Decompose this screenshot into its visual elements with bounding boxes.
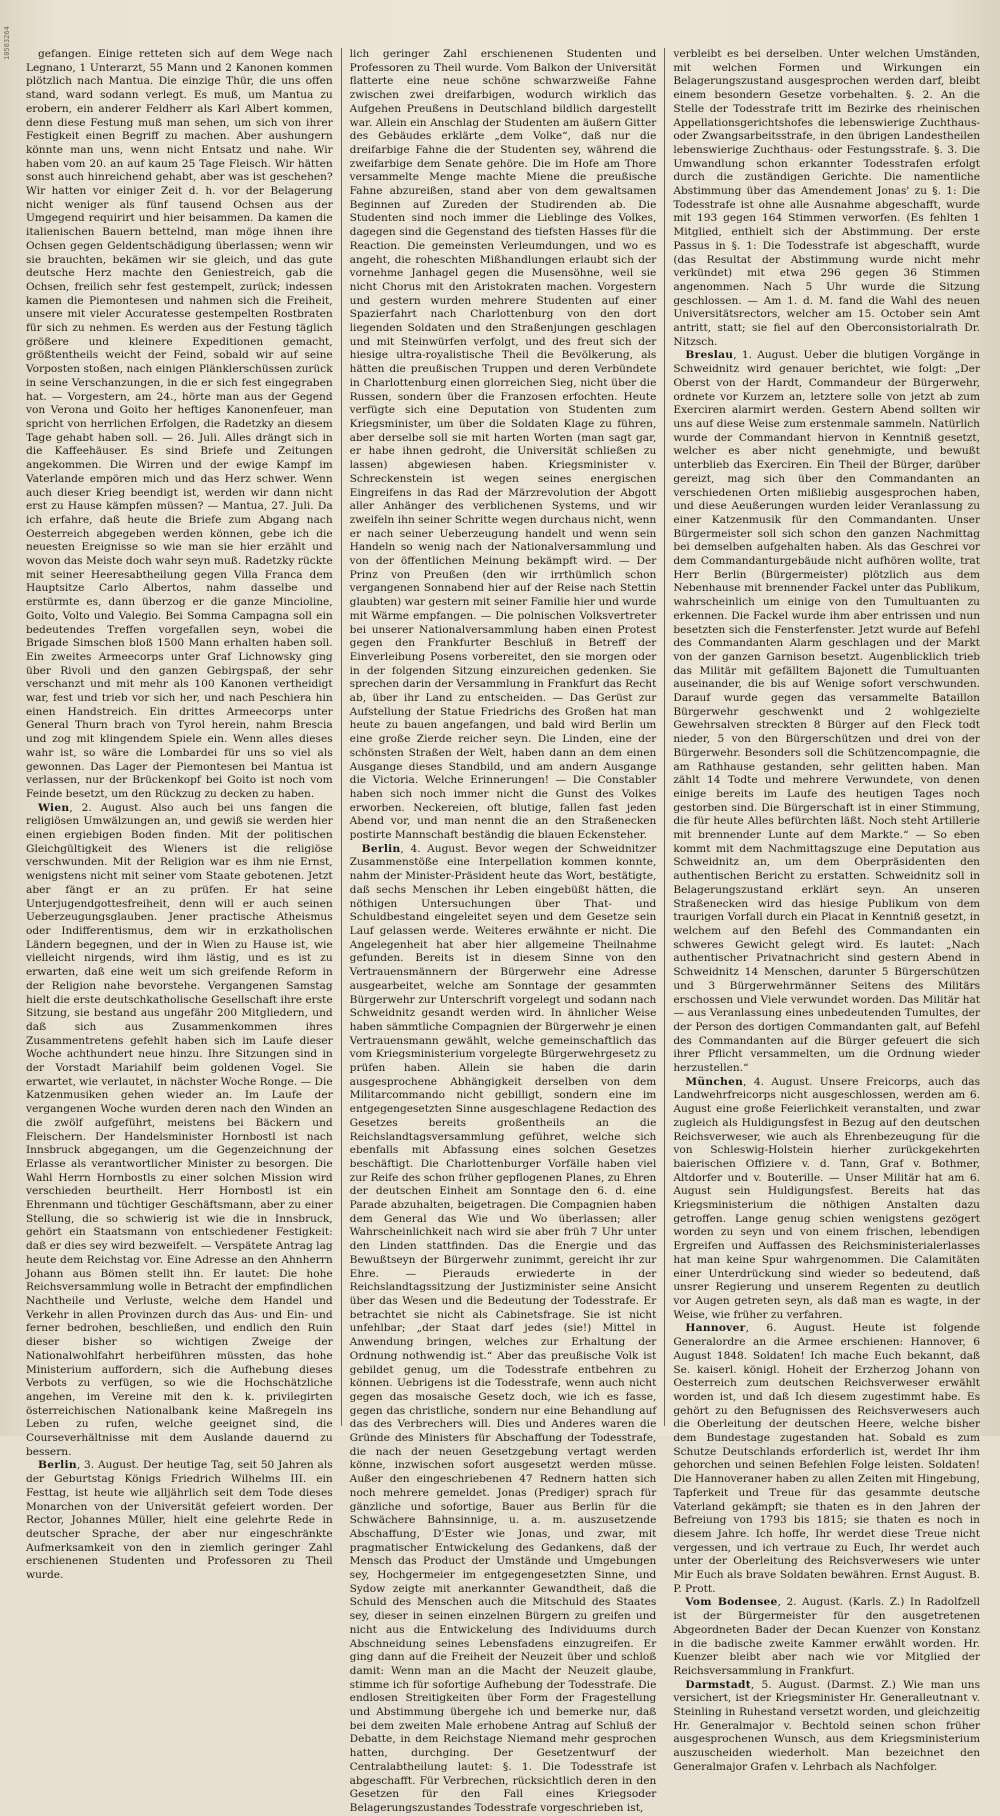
article-paragraph: München, 4. August. Unsere Freicorps, auch das Landwehrfreicorps nicht ausgeschlossen, werden am 6. August eine große Feierlichkeit veranstalten, und zwar zugleich als Huldigungsfest in Bezug auf den deutschen Reichsverweser, wie auch als Ehrenbezeugung für die von Schleswig-Holstein hierher zurückgekehrten baierischen Offiziere v. d. Tann, Graf v. Bothmer, Altdorfer und v. Bouterille. — Unser Militär hat am 6. August sein Huldigungsfest. Bereits hat das Kriegsministerium die nöthigen Anstalten dazu getroffen. Lange genug schien wenigstens gezögert worden zu seyn und von einem frischen, lebendigen Ergreifen und Auffassen des Reichsministerialerlasses hat man keine Spur wahrgenommen. Die Calamitäten einer Unterdrückung sind wieder so bedeutend, daß unsrer Regierung und unserem Regenten zu deutlich vor Augen getreten seyn, als daß man es wagte, in der Weise, wie früher zu verfahren. [673, 1075, 981, 1321]
paragraph-text: 2. August. (Karls. Z.) In Radolfzell ist der Bürgermeister für den ausgetretenen Abgeordneten Bader der Decan Kuenzer von Konstanz in die badische zweite Kammer erwählt worden. Hr. Kuenzer bleibt aber nach wie vor Mitglied der Reichsversammlung in Frankfurt. [673, 1596, 981, 1677]
dateline: Wien [38, 801, 70, 814]
dateline: Hannover [685, 1322, 746, 1335]
article-paragraph: Berlin, 3. August. Der heutige Tag, seit 50 Jahren als der Geburtstag Königs Friedrich Wilhelms III. ein Festtag, ist heute wie alljährlich seit dem Tode dieses Monarchen von der Universität gefeiert worden. Der Rector, Johannes Müller, hielt eine gelehrte Rede in deutscher Sprache, der aber nur eingeschränkte Aufmerksamkeit von den in ziemlich geringer Zahl erschienenen Studenten und Professoren zu Theil wurde. [26, 1459, 333, 1582]
article-paragraph [26, 48, 333, 802]
article-paragraph: Darmstadt, 5. August. (Darmst. Z.) Wie man uns versichert, ist der Kriegsminister Hr. Generalleutnant v. Steinling in Ruhestand versetzt worden, und gleichzeitig Hr. Generalmajor v. Bechtold seinen schon früher ausgesprochenen Wunsch, aus dem Kriegsministerium auszuscheiden wiederholt. Man bezeichnet den Generalmajor Grafen v. Lehrbach als Nachfolger. [673, 1678, 981, 1773]
text-columns [18, 48, 988, 1814]
paragraph-text: 5. August. (Darmst. Z.) Wie man uns versichert, ist der Kriegsminister Hr. Generalleutnant v. Steinling in Ruhestand versetzt worden, und gleichzeitig Hr. Generalmajor v. Bechtold seinen schon früher ausgesprochenen Wunsch, aus dem Kriegsministerium auszuscheiden wiederholt. Man bezeichnet den Generalmajor Grafen v. Lehrbach als Nachfolger. [673, 1678, 981, 1773]
paragraph-text: 1. August. Ueber die blutigen Vorgänge in Schweidnitz wird genauer berichtet, wie folgt: „Der Oberst von der Hardt, Commandeur der Bürgerwehr, ordnete vor Kurzem an, letztere solle von jetzt ab zum Exerciren alarmirt werden. Gestern Abend sollten wir uns auf diese Weise zum erstenmale sammeln. Natürlich wurde der Commandant hiervon in Kenntniß gesetzt, welcher es aber nicht genehmigte, und bewußt unterblieb das Exerciren. Ein Theil der Bürger, darüber gereizt, mag sich über den Commandanten an verschiedenen Orten mißliebig ausgesprochen haben, und diese Aeußerungen wurden leider Veranlassung zu einer Katzenmusik für den Commandanten. Unser Bürgermeister soll sich schon den ganzen Nachmittag bei demselben aufgehalten haben. Als das Geschrei vor dem Commandanturgebäude nicht aufhören wollte, trat Herr Berlin (Bürgermeister) plötzlich aus dem Nebenhause mit brennender Fackel unter das Publikum, wahrscheinlich um einige von den Tumultuanten zu erkennen. Die Fackel wurde ihm aber entrissen und nun besetzten sich die Fensterfenster. Jetzt wurde auf Befehl des Commandanten Alarm geschlagen und der Markt von der ganzen Garnison besetzt. Augenblicklich trieb das Militär mit gefälltem Bajonett die Tumultuanten auseinander, die bis auf Wenige sofort verschwunden. Darauf wurde gegen das versammelte Bataillon Bürgerwehr geschwenkt und 2 wohlgezielte Gewehrsalven streckten 8 Bürger auf den Fleck todt nieder, 5 von den Bürgerschützen und drei von der Bürgerwehr. Besonders soll die Schützencompagnie, die am Rathhause gestanden, sehr gelitten haben. Man zählt 14 Todte und mehrere Verwundete, von denen einige bereits im Laufe des heutigen Tages noch gestorben sind. Die Bürgerschaft ist in einer Stimmung, die für heute Alles befürchten läßt. Noch steht Artillerie mit brennender Lunte auf dem Markte.“ — So eben kommt mit dem Nachmittagszuge eine Deputation aus Schweidnitz an, um dem Oberpräsidenten den authentischen Bericht zu erstatten. Schweidnitz soll in Belagerungszustand erklärt seyn. An unseren Straßenecken wird das hiesige Publikum von dem traurigen Vorfall durch ein Placat in Kenntniß gesetzt, in welchem auf den Befehl des Commandanten ein schweres Gewicht gelegt wird. Es lautet: „Nach authentischer Privatnachricht sind gestern Abend in Schweidnitz 14 Menschen, darunter 5 Bürgerschützen und 3 Bürgerwehrmänner Seitens des Militärs erschossen und Viele verwundet worden. Das Militär hat — aus Veranlassung eines unbedeutenden Tumultes, der der Person des dortigen Commandanten galt, auf Befehl des Commandanten auf die Bürger gefeuert die sich ihrer Pflicht versammelten, um die Ordnung wieder herzustellen.“ [673, 349, 981, 1075]
column-1 [18, 48, 341, 1582]
dateline: Darmstadt [685, 1678, 751, 1691]
dateline: Berlin [38, 1459, 77, 1472]
paragraph-text: 6. August. Heute ist folgende Generalordre an die Armee erschienen: Hannover, 6 August 1848. Soldaten! Ich mache Euch bekannt, daß Se. kaiserl. königl. Hoheit der Erzherzog Johann von Oesterreich zum deutschen Reichsverweser erwählt worden ist, und daß Ich diesem zugestimmt habe. Es gehört zu den Befugnissen des Reichsverwesers auch die Oberleitung der deutschen Heere, welche bisher dem Bundestage zugestanden hat. Sobald es zum Schutze Deutschlands erforderlich ist, werdet Ihr ihm gehorchen und seinen Befehlen Folge leisten. Soldaten! Die Hannoveraner haben zu allen Zeiten mit Hingebung, Tapferkeit und Treue für das gesammte deutsche Vaterland gekämpft; sie thaten es in den Jahren der Befreiung von 1793 bis 1815; sie thaten es noch in diesem Jahre. Ich hoffe, Ihr werdet diese Treue nicht vergessen, und ich vertraue zu Euch, Ihr werdet auch unter der Oberleitung des Reichsverwesers wie unter Mir Euch als brave Soldaten bewähren. Ernst August. B. P. Prott. [673, 1322, 981, 1595]
paragraph-text: 4. August. Unsere Freicorps, auch das Landwehrfreicorps nicht ausgeschlossen, werden am 6. August eine große Feierlichkeit veranstalten, und zwar zugleich als Huldigungsfest in Bezug auf den deutschen Reichsverweser, wie auch als Ehrenbezeugung für die von Schleswig-Holstein hierher zurückgekehrten baierischen Offiziere v. d. Tann, Graf v. Bothmer, Altdorfer und v. Bouterille. — Unser Militär hat am 6. August sein Huldigungsfest. Bereits hat das Kriegsministerium die nöthigen Anstalten dazu getroffen. Lange genug schien wenigstens gezögert worden zu seyn und von einem frischen, lebendigen Ergreifen und Auffassen des Reichsministerialerlasses hat man keine Spur wahrgenommen. Die Calamitäten einer Unterdrückung sind wieder so bedeutend, daß unsrer Regierung und unserem Regenten zu deutlich vor Augen getreten seyn, als daß man es wagte, in der Weise, wie früher zu verfahren. [673, 1075, 981, 1321]
article-paragraph [673, 48, 980, 349]
paragraph-text: 4. August. Bevor wegen der Schweidnitzer Zusammenstöße eine Interpellation kommen konnte, nahm der Minister-Präsident heute das Wort, bestätigte, daß sechs Menschen ihr Leben eingebüßt hätten, die nöthigen Untersuchungen über That- und Schuldbestand eingeleitet seyen und dem Gesetze sein Lauf gelassen werde. Weiteres erwähnte er nicht. Die Angelegenheit hat aber hier allgemeine Theilnahme gefunden. Bereits ist in diesem Sinne von den Vertrauensmännern der Bürgerwehr eine Adresse ausgearbeitet, welche am Sonntage der gesammten Bürgerwehr zur Unterschrift vorgelegt und sodann nach Schweidnitz gesandt werden wird. In ähnlicher Weise haben sämmtliche Compagnien der Bürgerwehr je einen Vertrauensmann gewählt, welche gemeinschaftlich das vom Kriegsministerium vorgelegte Bürgerwehrgesetz zu prüfen haben. Allein sie haben die darin ausgesprochene Abhängigkeit derselben von dem Militarcommando nicht gebilligt, sondern eine im entgegengesetzten Sinne ausgeschlagene Redaction des Gesetzes bereits großentheils an die Reichslandtagsversammlung geführet, welche sich ebenfalls mit Abfassung eines solchen Gesetzes beschäftigt. Die Charlottenburger Vorfälle haben viel zur Reife des schon früher gepflogenen Planes, zu Ehren der deutschen Einheit am Sonntage den 6. d. eine Parade abzuhalten, beigetragen. Die Compagnien haben dem General das Wie und Wo überlassen; aller Wahrscheinlichkeit nach wird sie aber früh 7 Uhr unter den Linden stattfinden. Das die Energie und das Bewußtseyn der Bürgerwehr zunimmt, gereicht ihr zur Ehre. — Pierauds erwiederte in der Reichslandtagssitzung der Justizminister seine Ansicht über das Wesen und die Bedeutung der Todesstrafe. Er betrachtet sie nicht als Cabinetsfrage. Sie ist nicht unfehlbar; „der Staat darf jedes (sie!) Mittel in Anwendung bringen, welches zur Erhaltung der Ordnung nothwendig ist.“ Aber das preußische Volk ist gebildet genug, um die Todesstrafe entbehren zu können. Uebrigens ist die Todesstrafe, wenn auch nicht gegen das mosaische Gesetz doch, wie ich es fasse, gegen das christliche, sondern nur eine Behandlung auf das des Verbrechers will. Dies und Anderes waren die Gründe des Ministers für Abschaffung der Todesstrafe, die nach der neuen Gesetzgebung vertagt werden könne, inzwischen sofort ausgesetzt werden müsse. Außer den eingeschriebenen 47 Rednern hatten sich noch mehrere gemeldet. Jonas (Prediger) sprach für gänzliche und sofortige, Bauer aus Berlin für die Schwächere Bahnsinnige, u. a. m. auszusetzende Abschaffung, D'Ester wie Jonas, und zwar, mit pragmatischer Entwickelung des Gedankens, daß der Mensch das Product der Umstände und Umgebungen sey, Hochgermeier im entgegengesetzten Sinne, und Sydow zeigte mit anerkannter Gewandtheit, daß die Schuld des Menschen auch die Mitschuld des Staates sey, dieser in seinen einzelnen Bürgern zu greifen und nicht aus die Entwickelung des Individuums durch Abschneidung seines Lebensfadens einzugreifen. Er ging dann auf die Freiheit der Neuzeit über und schloß damit: Wenn man an die Macht der Neuzeit glaube, stimme ich für sofortige Aufhebung der Todesstrafe. Die endlosen Streitigkeiten über Form der Fragestellung und Abstimmung übergehe ich und bemerke nur, daß bei dem zweiten Male erhobene Antrag auf Schluß der Debatte, in dem Reichstage Niemand mehr gesprochen hatten, durchging. Der Gesetzentwurf der Centralabtheilung lautet: §. 1. Die Todesstrafe ist abgeschafft. Für Verbrechen, rücksichtlich deren in den Gesetzen für den Fall eines Kriegsoder Belagerungszustandes Todesstrafe vorgeschrieben ist, [349, 842, 657, 1814]
article-paragraph: Hannover, 6. August. Heute ist folgende Generalordre an die Armee erschienen: Hannover, 6 August 1848. Soldaten! Ich mache Euch bekannt, daß Se. kaiserl. königl. Hoheit der Erzherzog Johann von Oesterreich zum deutschen Reichsverweser erwählt worden ist, und daß Ich diesem zugestimmt habe. Es gehört zu den Befugnissen des Reichsverwesers auch die Oberleitung der deutschen Heere, welche bisher dem Bundestage zugestanden hat. Sobald es zum Schutze Deutschlands erforderlich ist, werdet Ihr ihm gehorchen und seinen Befehlen Folge leisten. Soldaten! Die Hannoveraner haben zu allen Zeiten mit Hingebung, Tapferkeit und Treue für das gesammte deutsche Vaterland gekämpft; sie thaten es in den Jahren der Befreiung von 1793 bis 1815; sie thaten es noch in diesem Jahre. Ich hoffe, Ihr werdet diese Treue nicht vergessen, und ich vertraue zu Euch, Ihr werdet auch unter der Oberleitung des Reichsverwesers wie unter Mir Euch als brave Soldaten bewähren. Ernst August. B. P. Prott. [673, 1322, 981, 1595]
paragraph-text: 2. August. Also auch bei uns fangen die religiösen Umwälzungen an, und gewiß sie werden hier einen ergiebigen Boden finden. Mit der politischen Gleichgültigkeit des Wieners ist die religiöse verschwunden. Mit der Religion war es ihm nie Ernst, wenigstens nicht mit seiner vom Staate gebotenen. Jetzt aber fängt er an zu prüfen. Er hat seine Unterjugendgottesfreiheit, denn will er auch seinen Ueberzeugungsglauben. Jener practische Atheismus oder Indifferentismus, dem wir in erzkatholischen Ländern begegnen, und der in Wien zu Hause ist, wie vielleicht nirgends, wird ihm lästig, und es ist zu erwarten, daß eine weit um sich greifende Reform in der Religion nahe bevorstehe. Vergangenen Samstag hielt die erste deutschkatholische Gesellschaft ihre erste Sitzung, sie bestand aus ungefähr 200 Mitgliedern, und daß sich aus Zusammenkommen ihres Zusammentretens gefehlt haben sich im Laufe dieser Woche achthundert neue hinzu. Ihre Sitzungen sind in der Vorstadt Mariahilf beim goldenen Vogel. Sie erwartet, wie verlautet, in nächster Woche Ronge. — Die Katzenmusiken gehen wieder an. Im Laufe der vergangenen Woche wurden deren nach den Winden an die zwölf aufgeführt, meistens bei Bäckern und Fleischern. Der Handelsminister Hornbostl ist nach Innsbruck abgegangen, um die Gegenzeichnung der Erlasse als verantwortlicher Minister zu besorgen. Die Wahl Herrn Hornbostls zu einer solchen Mission wird verschieden beurtheilt. Herr Hornbostl ist ein Ehrenmann und tüchtiger Geschäftsmann, aber zu einer Stellung, die so schwierig ist wie die in Innsbruck, gehört ein Staatsmann von entschiedener Festigkeit: daß er dies sey wird bezweifelt. — Verspätete Antrag lag heute dem Reichstag vor. Eine Adresse an den Ahnherrn Johann aus Bömen stellt ihn. Er lautet: Die hohe Reichsversammlung wolle in Betracht der empfindlichen Nachtheile und Verluste, welche dem Handel und Verkehr in allen Provinzen durch das Aus- und Ein- und ferner bedrohen, beschließen, und endlich den Ruin dieser bisher so wichtigen Zweige der Nationalwohlfahrt herbeiführen müssten, das hohe Ministerium auffordern, sich die Aufhebung dieses Verbots zu verfügen, so wie die Hochschätzliche angehen, im Vereine mit den k. k. privilegirten österreichischen Nationalbank keine Maßregeln ins Leben zu rufen, welche geeignet sind, die Courseverhältnisse mit dem Auslande dauernd zu bessern. [26, 801, 333, 1458]
paragraph-text: lich geringer Zahl erschienenen Studenten und Professoren zu Theil wurde. Vom Balkon der Universität flatterte eine neue schöne schwarzweiße Fahne zwischen zwei dreifarbigen, wodurch wirklich das Aufgehen Preußens in Deutschland bildlich dargestellt war. Allein ein Anschlag der Studenten am äußern Gitter des Gebäudes erklärte „dem Volke“, daß nur die dreifarbige Fahne die der Studenten sey, während die zweifarbige dem Senate gehöre. Die im Hofe am Thore versammelte Menge machte Miene die preußische Fahne abzureißen, stand aber von dem gewaltsamen Beginnen auf Zureden der Studirenden ab. Die Studenten sind noch immer die Lieblinge des Volkes, dagegen sind die Gegenstand des tiefsten Hasses für die Reaction. Die gemeinsten Verleumdungen, und wo es angeht, die roheschten Mißhandlungen erlaubt sich der vornehme Janhagel gegen die Musensöhne, weil sie nicht Chorus mit den Aristokraten machen. Vorgestern und gestern wurden mehrere Studenten auf einer Spazierfahrt nach Charlottenburg von den dort liegenden Soldaten und den Straßenjungen geschlagen und mit Steinwürfen verfolgt, und des freut sich der hiesige ultra-royalistische Theil die Bevölkerung, als hätten die preußischen Truppen und deren Verbündete in Charlottenburg einen glorreichen Sieg, nicht über die Russen, sondern über die Franzosen erfochten. Heute verfügte sich eine Deputation von Studenten zum Kriegsminister, um über die Soldaten Klage zu führen, aber derselbe soll sie mit harten Worten (man sagt gar, er habe ihnen gedroht, die Universität schließen zu lassen) abgewiesen haben. Kriegsminister v. Schreckenstein ist wegen seines energischen Eingreifens in das Rad der Märzrevolution der Abgott aller Anhänger des verblichenen Systems, und wir zweifeln ihn seiner Schritte wegen durchaus nicht, wenn er nach seiner Ueberzeugung handelt und wenn sein Handeln so wenig nach der Nationalversammlung und von der öffentlichen Meinung bekämpft wird. — Der Prinz von Preußen (den wir irrthümlich schon vergangenen Sonnabend hier auf der Reise nach Stettin glaubten) war gestern mit seiner Familie hier und wurde mit Wärme empfangen. — Die polnischen Volksvertreter bei unserer Nationalversammlung haben einen Protest gegen den Frankfurter Beschluß in Betreff der Einverleibung Posens vorbereitet, den sie morgen oder in der folgenden Sitzung einzureichen gedenken. Sie sprechen darin der Versammlung in Frankfurt das Recht ab, über ihr Land zu entscheiden. — Das Gerüst zur Aufstellung der Statue Friedrichs des Großen hat man heute zu bauen angefangen, und bald wird Berlin um eine große Zierde reicher seyn. Die Linden, eine der schönsten Straßen der Welt, haben dann an dem einen Ausgange dieses Standbild, und am andern Ausgange die Victoria. Welche Erinnerungen! — Die Constabler haben sich noch immer nicht die Gunst des Volkes erworben. Neckereien, oft blutige, fallen fast jeden Abend vor, und man nennt die an den Straßenecken postirte Mannschaft beständig die blauen Eckensteher. [349, 48, 657, 842]
column-3 [664, 48, 988, 1773]
paragraph-text: gefangen. Einige retteten sich auf dem Wege nach Legnano, 1 Unterarzt, 55 Mann und 2 Kanonen kommen plötzlich nach Mantua. Die einzige Thür, die uns offen stand, ward sodann verlegt. Es muß, um Mantua zu erobern, ein anderer Feldherr als Karl Albert kommen, denn diese Festung muß man sehen, um sich von ihrer Festigkeit einen Begriff zu machen. Aber aushungern könnte man uns, wenn nicht Entsatz und nahe. Wir haben vom 20. an auf kaum 25 Tage Fleisch. Wir hätten sonst auch hinreichend gehabt, aber was ist geschehen? Wir hatten vor einiger Zeit d. h. vor der Belagerung nicht weniger als fünf tausend Ochsen aus der Umgegend requirirt und hier beisammen. Da kamen die italienischen Bauern bettelnd, man möge ihnen ihre Ochsen gegen Geldentschädigung überlassen; wenn wir sie brauchten, bekämen wir sie gleich, und das gute deutsche Herz machte den Geniestreich, gab die Ochsen, freilich sehr fest gestempelt, zurück; indessen kamen die Piemontesen und nahmen sich die Freiheit, unsere mit vieler Accuratesse gestempelten Rostbraten für sich zu nehmen. Es werden aus der Festung täglich größere und kleinere Expeditionen gemacht, größtentheils weicht der Feind, sobald wir auf seine Vorposten stoßen, nach einigen Plänklerschüssen zurück in seine Verschanzungen, in die er sich fest eingegraben hat. — Vorgestern, am 24., hörte man aus der Gegend von Verona und Goito her heftiges Kanonenfeuer, man spricht von herrlichen Erfolgen, die Radetzky an diesem Tage gehabt haben soll. — 26. Juli. Alles drängt sich in die Kaffeehäuser. Es sind Briefe und Zeitungen angekommen. Die Wirren und der ewige Kampf im Vaterlande empören mich und das Herz schwer. Wenn auch dieser Krieg beendigt ist, werden wir dann nicht erst zu Hause kämpfen müssen? — Mantua, 27. Juli. Da ich erfahre, daß heute die Briefe zum Abgang nach Oesterreich abgegeben werden können, gebe ich die neuesten Ereignisse so wie man sie hier erzählt und wovon das Meiste doch wahr seyn muß. Radetzky rückte mit seiner Heeresabtheilung gegen Villa Franca dem Hauptsitze Carlo Albertos, nahm dasselbe und erstürmte es, dann überzog er die ganze Mincioline, Goito, Volto und Valegio. Bei Somma Campagna soll ein bedeutendes Treffen vorgefallen seyn, wobei die Brigade Simschen bloß 1500 Mann erhalten haben soll. Ein zweites Armeecorps unter Graf Lichnowsky ging über Rivoli und den ganzen Gebirgspaß, der sehr verschanzt und mit mehr als 100 Kanonen vertheidigt war, fest und trieb vor sich her, und nach Peschiera hin einen Handstreich. Ein drittes Armeecorps unter General Thurn brach von Tyrol herein, nahm Brescia und zog mit klingendem Spiele ein. Wenn alles dieses wahr ist, so wäre die Lombardei für uns so viel als gewonnen. Das Lager der Piemontesen bei Mantua ist verlassen, nur der Brückenkopf bei Goito ist noch vom Feinde besetzt, um den Rückzug zu decken zu haben. [26, 48, 333, 800]
article-paragraph: Wien, 2. August. Also auch bei uns fangen die religiösen Umwälzungen an, und gewiß sie werden hier einen ergiebigen Boden finden. Mit der politischen Gleichgültigkeit des Wieners ist die religiöse verschwunden. Mit der Religion war es ihm nie Ernst, wenigstens nicht mit seiner vom Staate gebotenen. Jetzt aber fängt er an zu prüfen. Er hat seine Unterjugendgottesfreiheit, denn will er auch seinen Ueberzeugungsglauben. Jener practische Atheismus oder Indifferentismus, dem wir in erzkatholischen Ländern begegnen, und der in Wien zu Hause ist, wie vielleicht nirgends, wird ihm lästig, und es ist zu erwarten, daß eine weit um sich greifende Reform in der Religion nahe bevorstehe. Vergangenen Samstag hielt die erste deutschkatholische Gesellschaft ihre erste Sitzung, sie bestand aus ungefähr 200 Mitgliedern, und daß sich aus Zusammenkommen ihres Zusammentretens gefehlt haben sich im Laufe dieser Woche achthundert neue hinzu. Ihre Sitzungen sind in der Vorstadt Mariahilf beim goldenen Vogel. Sie erwartet, wie verlautet, in nächster Woche Ronge. — Die Katzenmusiken gehen wieder an. Im Laufe der vergangenen Woche wurden deren nach den Winden an die zwölf aufgeführt, meistens bei Bäckern und Fleischern. Der Handelsminister Hornbostl ist nach Innsbruck abgegangen, um die Gegenzeichnung der Erlasse als verantwortlicher Minister zu besorgen. Die Wahl Herrn Hornbostls zu einer solchen Mission wird verschieden beurtheilt. Herr Hornbostl ist ein Ehrenmann und tüchtiger Geschäftsmann, aber zu einer Stellung, die so schwierig ist wie die in Innsbruck, gehört ein Staatsmann von entschiedener Festigkeit: daß er dies sey wird bezweifelt. — Verspätete Antrag lag heute dem Reichstag vor. Eine Adresse an den Ahnherrn Johann aus Bömen stellt ihn. Er lautet: Die hohe Reichsversammlung wolle in Betracht der empfindlichen Nachtheile und Verluste, welche dem Handel und Verkehr in allen Provinzen durch das Aus- und Ein- und ferner bedrohen, beschließen, und endlich den Ruin dieser bisher so wichtigen Zweige der Nationalwohlfahrt herbeiführen müssten, das hohe Ministerium auffordern, sich die Aufhebung dieses Verbots zu verfügen, so wie die Hochschätzliche angehen, im Vereine mit den k. k. privilegirten österreichischen Nationalbank keine Maßregeln ins Leben zu rufen, welche geeignet sind, die Courseverhältnisse mit dem Auslande dauernd zu bessern. [26, 801, 333, 1458]
article-paragraph: Breslau, 1. August. Ueber die blutigen Vorgänge in Schweidnitz wird genauer berichtet, wie folgt: „Der Oberst von der Hardt, Commandeur der Bürgerwehr, ordnete vor Kurzem an, letztere solle von jetzt ab zum Exerciren alarmirt werden. Gestern Abend sollten wir uns auf diese Weise zum erstenmale sammeln. Natürlich wurde der Commandant hiervon in Kenntniß gesetzt, welcher es aber nicht genehmigte, und bewußt unterblieb das Exerciren. Ein Theil der Bürger, darüber gereizt, mag sich über den Commandanten an verschiedenen Orten mißliebig ausgesprochen haben, und diese Aeußerungen wurden leider Veranlassung zu einer Katzenmusik für den Commandanten. Unser Bürgermeister soll sich schon den ganzen Nachmittag bei demselben aufgehalten haben. Als das Geschrei vor dem Commandanturgebäude nicht aufhören wollte, trat Herr Berlin (Bürgermeister) plötzlich aus dem Nebenhause mit brennender Fackel unter das Publikum, wahrscheinlich um einige von den Tumultuanten zu erkennen. Die Fackel wurde ihm aber entrissen und nun besetzten sich die Fensterfenster. Jetzt wurde auf Befehl des Commandanten Alarm geschlagen und der Markt von der ganzen Garnison besetzt. Augenblicklich trieb das Militär mit gefälltem Bajonett die Tumultuanten auseinander, die bis auf Wenige sofort verschwunden. Darauf wurde gegen das versammelte Bataillon Bürgerwehr geschwenkt und 2 wohlgezielte Gewehrsalven streckten 8 Bürger auf den Fleck todt nieder, 5 von den Bürgerschützen und drei von der Bürgerwehr. Besonders soll die Schützencompagnie, die am Rathhause gestanden, sehr gelitten haben. Man zählt 14 Todte und mehrere Verwundete, von denen einige bereits im Laufe des heutigen Tages noch gestorben sind. Die Bürgerschaft ist in einer Stimmung, die für heute Alles befürchten läßt. Noch steht Artillerie mit brennender Lunte auf dem Markte.“ — So eben kommt mit dem Nachmittagszuge eine Deputation aus Schweidnitz an, um dem Oberpräsidenten den authentischen Bericht zu erstatten. Schweidnitz soll in Belagerungszustand erklärt seyn. An unseren Straßenecken wird das hiesige Publikum von dem traurigen Vorfall durch ein Placat in Kenntniß gesetzt, in welchem auf den Befehl des Commandanten ein schweres Gewicht gelegt wird. Es lautet: „Nach authentischer Privatnachricht sind gestern Abend in Schweidnitz 14 Menschen, darunter 5 Bürgerschützen und 3 Bürgerwehrmänner Seitens des Militärs erschossen und Viele verwundet worden. Das Militär hat — aus Veranlassung eines unbedeutenden Tumultes, der der Person des dortigen Commandanten galt, auf Befehl des Commandanten auf die Bürger gefeuert die sich ihrer Pflicht versammelten, um die Ordnung wieder herzustellen.“ [673, 349, 981, 1075]
paragraph-text: verbleibt es bei derselben. Unter welchen Umständen, mit welchen Formen und Wirkungen ein Belagerungszustand ausgesprochen werden darf, bleibt einem besondern Gesetze vorbehalten. §. 2. An die Stelle der Todesstrafe tritt im Bezirke des rheinischen Appellationsgerichtshofes die lebenswierige Zuchthaus- oder Zwangsarbeitsstrafe, in den übrigen Landestheilen lebenswierige Zuchthaus- oder Festungsstrafe. §. 3. Die Umwandlung schon erkannter Todesstrafen erfolgt durch die zuständigen Gerichte. Die namentliche Abstimmung über das Amendement Jonas' zu §. 1: Die Todesstrafe ist ohne alle Ausnahme abgeschafft, wurde mit 193 gegen 164 Stimmen verworfen. (Es fehlten 1 Mitglied, enthielt sich der Abstimmung. Der erste Passus in §. 1: Die Todesstrafe ist abgeschafft, wurde (das Resultat der Abstimmung wurde nicht mehr verkündet) mit etwa 296 gegen 36 Stimmen angenommen. Nach 5 Uhr wurde die Sitzung geschlossen. — Am 1. d. M. fand die Wahl des neuen Universitätsrectors, welcher am 15. October sein Amt antritt, statt; sie fiel auf den Oberconsistorialrath Dr. Nitzsch. [673, 48, 981, 348]
scan-identifier: 10503264 [3, 26, 11, 60]
dateline: Berlin [361, 842, 401, 855]
article-paragraph: Berlin, 4. August. Bevor wegen der Schweidnitzer Zusammenstöße eine Interpellation kommen konnte, nahm der Minister-Präsident heute das Wort, bestätigte, daß sechs Menschen ihr Leben eingebüßt hätten, die nöthigen Untersuchungen über That- und Schuldbestand eingeleitet seyen und dem Gesetze sein Lauf gelassen werde. Weiteres erwähnte er nicht. Die Angelegenheit hat aber hier allgemeine Theilnahme gefunden. Bereits ist in diesem Sinne von den Vertrauensmännern der Bürgerwehr eine Adresse ausgearbeitet, welche am Sonntage der gesammten Bürgerwehr zur Unterschrift vorgelegt und sodann nach Schweidnitz gesandt werden wird. In ähnlicher Weise haben sämmtliche Compagnien der Bürgerwehr je einen Vertrauensmann gewählt, welche gemeinschaftlich das vom Kriegsministerium vorgelegte Bürgerwehrgesetz zu prüfen haben. Allein sie haben die darin ausgesprochene Abhängigkeit derselben von dem Militarcommando nicht gebilligt, sondern eine im entgegengesetzten Sinne ausgeschlagene Redaction des Gesetzes bereits großentheils an die Reichslandtagsversammlung geführet, welche sich ebenfalls mit Abfassung eines solchen Gesetzes beschäftigt. Die Charlottenburger Vorfälle haben viel zur Reife des schon früher gepflogenen Planes, zu Ehren der deutschen Einheit am Sonntage den 6. d. eine Parade abzuhalten, beigetragen. Die Compagnien haben dem General das Wie und Wo überlassen; aller Wahrscheinlichkeit nach wird sie aber früh 7 Uhr unter den Linden stattfinden. Das die Energie und das Bewußtseyn der Bürgerwehr zunimmt, gereicht ihr zur Ehre. — Pierauds erwiederte in der Reichslandtagssitzung der Justizminister seine Ansicht über das Wesen und die Bedeutung der Todesstrafe. Er betrachtet sie nicht als Cabinetsfrage. Sie ist nicht unfehlbar; „der Staat darf jedes (sie!) Mittel in Anwendung bringen, welches zur Erhaltung der Ordnung nothwendig ist.“ Aber das preußische Volk ist gebildet genug, um die Todesstrafe entbehren zu können. Uebrigens ist die Todesstrafe, wenn auch nicht gegen das mosaische Gesetz doch, wie ich es fasse, gegen das christliche, sondern nur eine Behandlung auf das des Verbrechers will. Dies und Anderes waren die Gründe des Ministers für Abschaffung der Todesstrafe, die nach der neuen Gesetzgebung vertagt werden könne, inzwischen sofort ausgesetzt werden müsse. Außer den eingeschriebenen 47 Rednern hatten sich noch mehrere gemeldet. Jonas (Prediger) sprach für gänzliche und sofortige, Bauer aus Berlin für die Schwächere Bahnsinnige, u. a. m. auszusetzende Abschaffung, D'Ester wie Jonas, und zwar, mit pragmatischer Entwickelung des Gedankens, daß der Mensch das Product der Umstände und Umgebungen sey, Hochgermeier im entgegengesetzten Sinne, und Sydow zeigte mit anerkannter Gewandtheit, daß die Schuld des Menschen auch die Mitschuld des Staates sey, dieser in seinen einzelnen Bürgern zu greifen und nicht aus die Entwickelung des Individuums durch Abschneidung seines Lebensfadens einzugreifen. Er ging dann auf die Freiheit der Neuzeit über und schloß damit: Wenn man an die Macht der Neuzeit glaube, stimme ich für sofortige Aufhebung der Todesstrafe. Die endlosen Streitigkeiten über Form der Fragestellung und Abstimmung übergehe ich und bemerke nur, daß bei dem zweiten Male erhobene Antrag auf Schluß der Debatte, in dem Reichstage Niemand mehr gesprochen hatten, durchging. Der Gesetzentwurf der Centralabtheilung lautet: §. 1. Die Todesstrafe ist abgeschafft. Für Verbrechen, rücksichtlich deren in den Gesetzen für den Fall eines Kriegsoder Belagerungszustandes Todesstrafe vorgeschrieben ist, [349, 842, 657, 1814]
dateline: Breslau [685, 349, 734, 362]
paragraph-text: 3. August. Der heutige Tag, seit 50 Jahren als der Geburtstag Königs Friedrich Wilhelms III. ein Festtag, ist heute wie alljährlich seit dem Tode dieses Monarchen von der Universität gefeiert worden. Der Rector, Johannes Müller, hielt eine gelehrte Rede in deutscher Sprache, der aber nur eingeschränkte Aufmerksamkeit von den in ziemlich geringer Zahl erschienenen Studenten und Professoren zu Theil wurde. [26, 1459, 333, 1582]
column-2 [341, 48, 665, 1814]
article-paragraph: Vom Bodensee, 2. August. (Karls. Z.) In Radolfzell ist der Bürgermeister für den ausgetretenen Abgeordneten Bader der Decan Kuenzer von Konstanz in die badische zweite Kammer erwählt worden. Hr. Kuenzer bleibt aber nach wie vor Mitglied der Reichsversammlung in Frankfurt. [673, 1596, 981, 1677]
dateline: Vom Bodensee [685, 1596, 778, 1609]
article-paragraph [350, 48, 657, 843]
dateline: München [685, 1075, 744, 1088]
